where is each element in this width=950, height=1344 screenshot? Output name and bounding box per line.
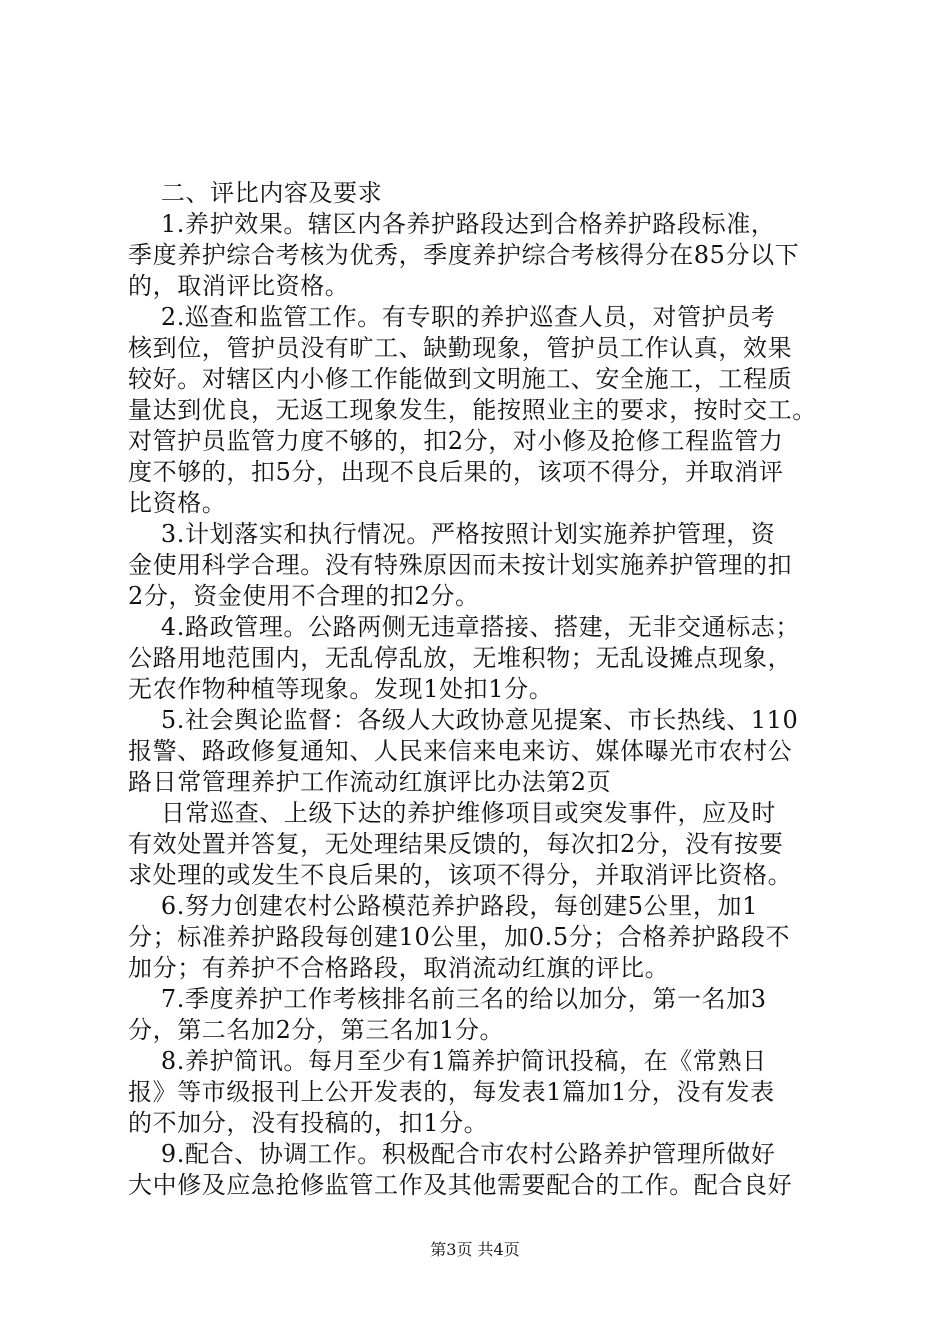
body-text-line: 无农作物种植等现象。发现1处扣1分。: [128, 675, 554, 703]
body-text-line: 6.努力创建农村公路模范养护路段，每创建5公里，加1: [128, 892, 758, 920]
body-text-line: 对管护员监管力度不够的，扣2分，对小修及抢修工程监管力: [128, 427, 784, 455]
body-text-line: 4.路政管理。公路两侧无违章搭接、搭建，无非交通标志；: [128, 613, 801, 641]
body-text-line: 有效处置并答复，无处理结果反馈的，每次扣2分，没有按要: [128, 830, 784, 858]
body-text-line: 季度养护综合考核为优秀，季度养护综合考核得分在85分以下: [128, 241, 800, 269]
body-text-line: 金使用科学合理。没有特殊原因而未按计划实施养护管理的扣: [128, 551, 793, 579]
body-text-line: 二、评比内容及要求: [128, 179, 383, 207]
body-text-line: 量达到优良，无返工现象发生，能按照业主的要求，按时交工。: [128, 396, 817, 424]
body-text-line: 2分，资金使用不合理的扣2分。: [128, 582, 480, 610]
body-text-line: 报警、路政修复通知、人民来信来电来访、媒体曝光市农村公: [128, 737, 793, 765]
body-text-line: 核到位，管护员没有旷工、缺勤现象，管护员工作认真，效果: [128, 334, 793, 362]
body-text-line: 3.计划落实和执行情况。严格按照计划实施养护管理，资: [128, 520, 776, 548]
body-text-line: 1.养护效果。辖区内各养护路段达到合格养护路段标准，: [128, 210, 776, 238]
body-text-line: 度不够的，扣5分，出现不良后果的，该项不得分，并取消评: [128, 458, 784, 486]
body-text-line: 日常巡查、上级下达的养护维修项目或突发事件，应及时: [128, 799, 776, 827]
body-text-line: 较好。对辖区内小修工作能做到文明施工、安全施工，工程质: [128, 365, 793, 393]
body-text-line: 求处理的或发生不良后果的，该项不得分，并取消评比资格。: [128, 861, 793, 889]
body-text-line: 大中修及应急抢修监管工作及其他需要配合的工作。配合良好: [128, 1171, 793, 1199]
body-text-line: 9.配合、协调工作。积极配合市农村公路养护管理所做好: [128, 1140, 776, 1168]
body-text-line: 的不加分，没有投稿的，扣1分。: [128, 1109, 489, 1137]
body-text-line: 公路用地范围内，无乱停乱放，无堆积物；无乱设摊点现象，: [128, 644, 793, 672]
body-text-line: 路日常管理养护工作流动红旗评比办法第2页: [128, 768, 612, 796]
page-number-footer: 第3页 共4页: [430, 1240, 520, 1259]
body-text-line: 8.养护简讯。每月至少有1篇养护简讯投稿，在《常熟日: [128, 1047, 767, 1075]
body-text-line: 报》等市级报刊上公开发表的，每发表1篇加1分，没有发表: [128, 1078, 775, 1106]
body-text-line: 5.社会舆论监督：各级人大政协意见提案、市长热线、110: [128, 706, 799, 734]
body-text-line: 加分；有养护不合格路段，取消流动红旗的评比。: [128, 954, 670, 982]
body-text-line: 的，取消评比资格。: [128, 272, 350, 300]
body-text-line: 2.巡查和监管工作。有专职的养护巡查人员，对管护员考: [128, 303, 776, 331]
body-text-line: 分；标准养护路段每创建10公里，加0.5分；合格养护路段不: [128, 923, 791, 951]
body-text-line: 7.季度养护工作考核排名前三名的给以加分，第一名加3: [128, 985, 767, 1013]
body-text-line: 分，第二名加2分，第三名加1分。: [128, 1016, 505, 1044]
body-text-line: 比资格。: [128, 489, 227, 517]
